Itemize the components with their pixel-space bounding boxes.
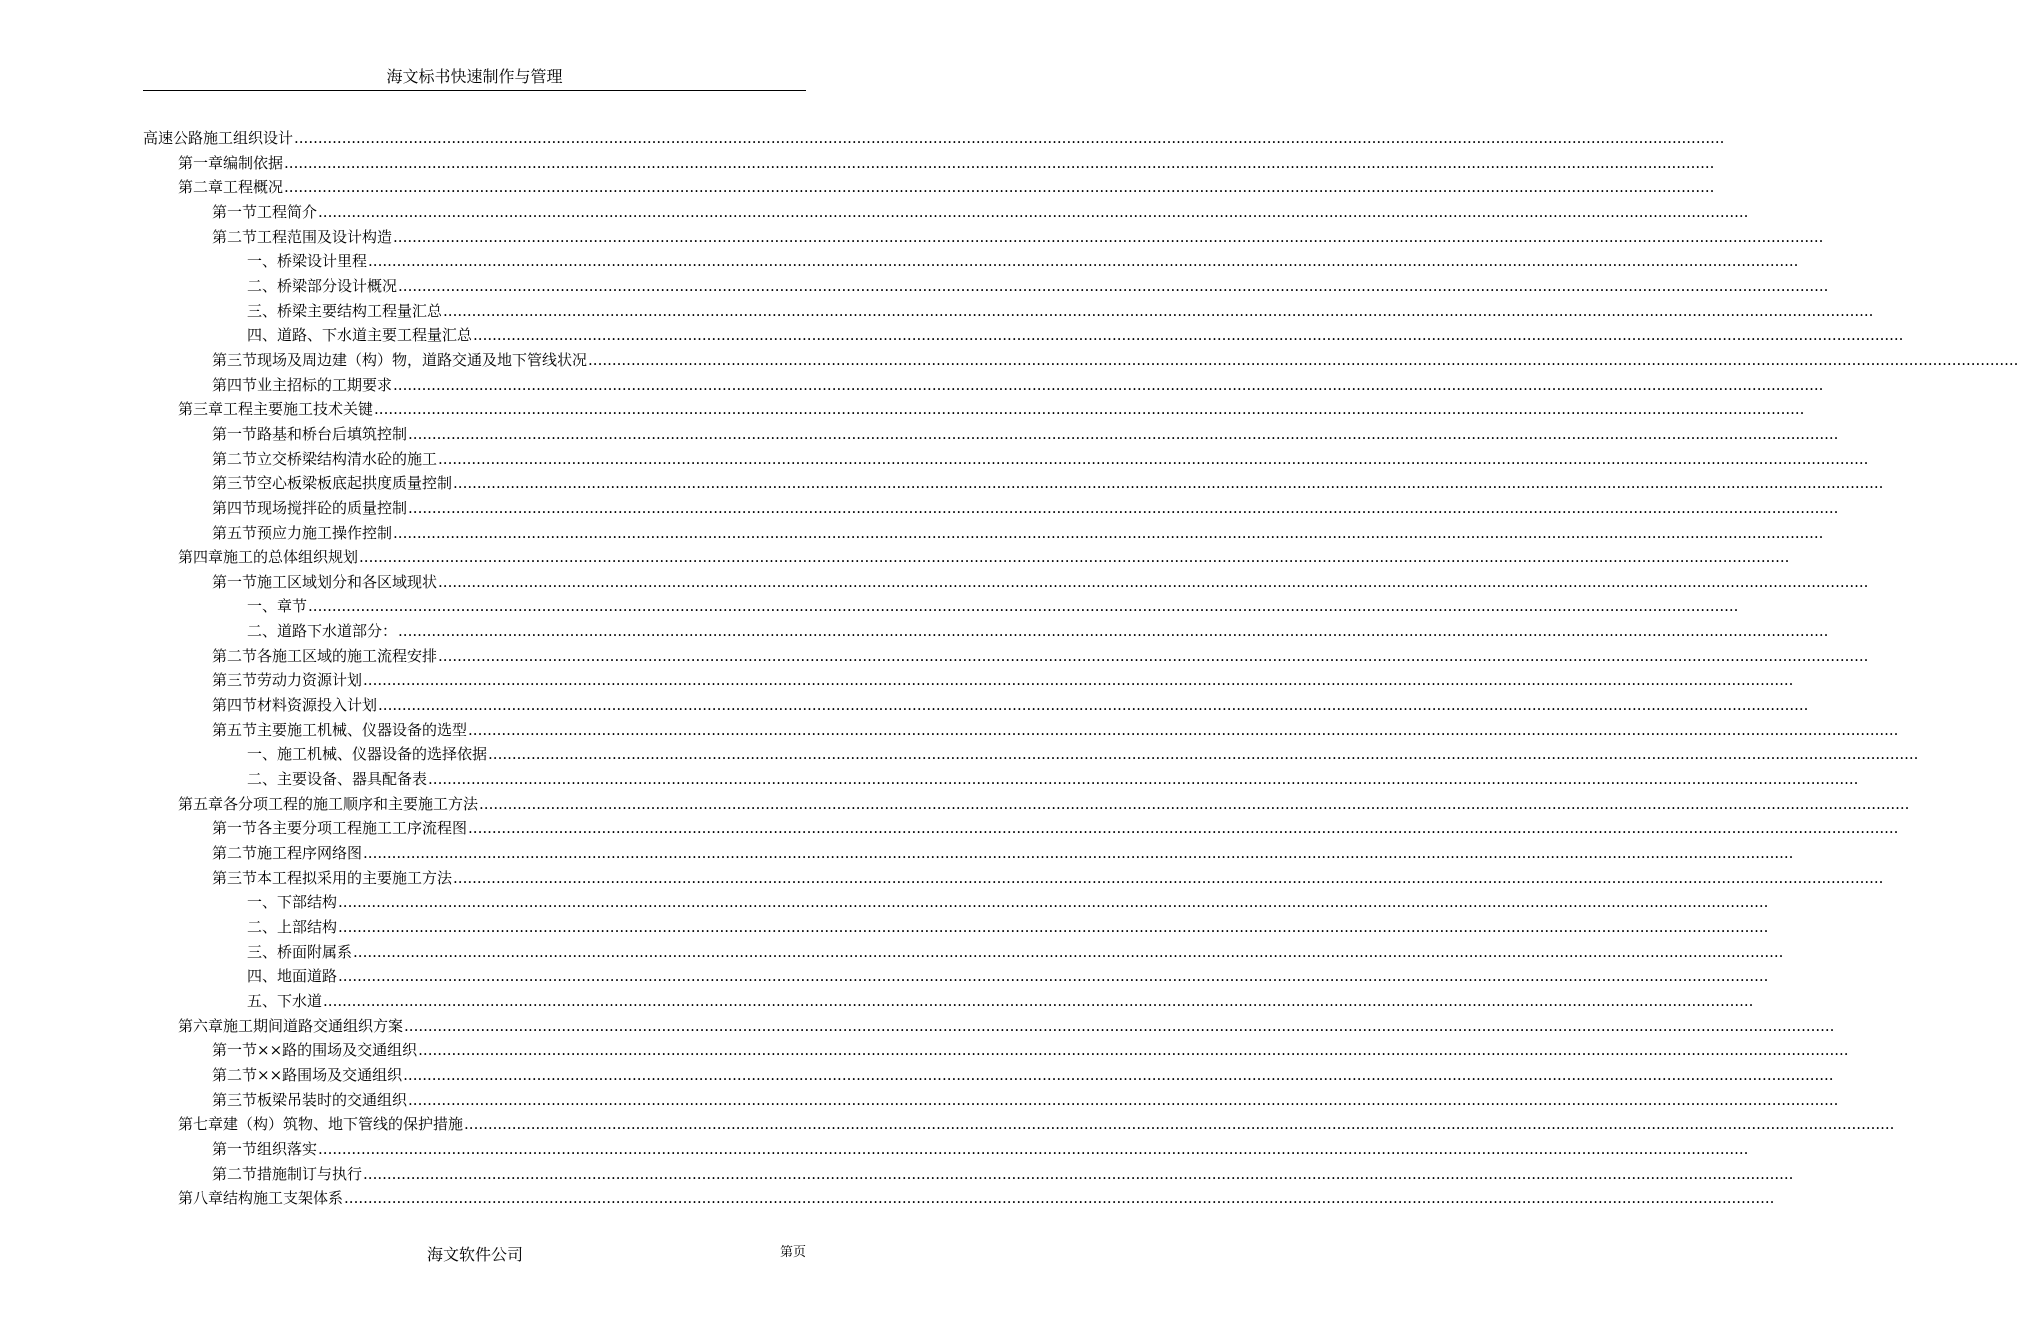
- toc-dot-leader: ............................................................................................................................................................................................................................................................................................................: [464, 1115, 1895, 1134]
- toc-entry-title: 路基和桥台后填筑控制: [257, 424, 408, 443]
- toc-entry[interactable]: [143, 742, 1919, 767]
- toc-dot-leader: ............................................................................................................................................................................................................................................................................................................: [353, 942, 1784, 961]
- toc-entry-title: 各施工区域的施工流程安排: [257, 646, 438, 665]
- footer-page-label: 第页: [779, 1245, 806, 1260]
- toc-dot-leader: ............................................................................................................................................................................................................................................................................................................: [378, 696, 1809, 715]
- toc-dot-leader: ............................................................................................................................................................................................................................................................................................................: [338, 918, 1769, 936]
- toc-entry-number: 第四章: [178, 548, 224, 567]
- toc-entry-title: 高速公路施工组织设计: [143, 129, 294, 147]
- toc-dot-leader: ............................................................................................................................................................................................................................................................................................................: [443, 301, 1874, 320]
- toc-entry-title: 道路、下水道主要工程量汇总: [277, 326, 473, 345]
- toc-entry[interactable]: [143, 126, 1725, 151]
- toc-entry-title: 现场及周边建（构）物，道路交通及地下管线状况: [257, 350, 588, 369]
- toc-entry-title: 施工机械、仪器设备的选择依据: [277, 745, 488, 764]
- toc-entry-title: ××路围场及交通组织: [257, 1065, 403, 1084]
- toc-dot-leader: ............................................................................................................................................................................................................................................................................................................: [393, 523, 1824, 542]
- toc-entry[interactable]: [143, 1186, 1775, 1211]
- toc-dot-leader: ............................................................................................................................................................................................................................................................................................................: [294, 129, 1725, 147]
- toc-dot-leader: ............................................................................................................................................................................................................................................................................................................: [323, 991, 1754, 1010]
- toc-dot-leader: ............................................................................................................................................................................................................................................................................................................: [479, 794, 1910, 813]
- toc-entry[interactable]: [143, 693, 1809, 718]
- toc-dot-leader: ............................................................................................................................................................................................................................................................................................................: [359, 548, 1790, 567]
- toc-entry-title: 工程概况: [223, 178, 284, 197]
- toc-entry-number: 三、: [247, 942, 278, 961]
- toc-entry-number: 第五节: [212, 523, 258, 542]
- toc-entry[interactable]: [143, 200, 1749, 225]
- toc-entry[interactable]: [143, 545, 1790, 570]
- toc-entry-number: 第四节: [212, 696, 258, 715]
- toc-entry[interactable]: [143, 816, 1899, 841]
- toc-dot-leader: ............................................................................................................................................................................................................................................................................................................: [363, 1164, 1794, 1183]
- toc-entry-title: 桥面附属系: [277, 942, 353, 961]
- toc-entry[interactable]: [143, 151, 1715, 176]
- toc-dot-leader: ............................................................................................................................................................................................................................................................................................................: [453, 474, 1884, 493]
- toc-dot-leader: ............................................................................................................................................................................................................................................................................................................: [318, 202, 1749, 221]
- toc-entry-title: 主要施工机械、仪器设备的选型: [257, 720, 468, 739]
- toc-entry-number: 第一章: [178, 153, 224, 172]
- toc-entry-title: 上部结构: [277, 918, 338, 936]
- toc-dot-leader: ............................................................................................................................................................................................................................................................................................................: [428, 770, 1859, 789]
- toc-entry-title: 措施制订与执行: [257, 1164, 363, 1183]
- toc-entry-title: 本工程拟采用的主要施工方法: [257, 868, 453, 887]
- toc-entry[interactable]: [143, 1137, 1749, 1162]
- toc-entry[interactable]: [143, 1038, 1849, 1063]
- toc-entry-number: 四、: [247, 326, 278, 345]
- toc-entry-number: 第三节: [212, 350, 258, 369]
- toc-entry-number: 第二节: [212, 227, 258, 246]
- toc-entry-number: 第一节: [212, 819, 258, 838]
- toc-dot-leader: ............................................................................................................................................................................................................................................................................................................: [318, 1139, 1749, 1158]
- toc-dot-leader: ............................................................................................................................................................................................................................................................................................................: [588, 350, 2018, 369]
- toc-entry-number: 四、: [247, 967, 278, 986]
- toc-entry[interactable]: [143, 373, 1824, 398]
- toc-entry-title: 建（构）筑物、地下管线的保护措施: [223, 1115, 464, 1134]
- toc-entry-number: 第三节: [212, 474, 258, 493]
- toc-entry[interactable]: [143, 1014, 1835, 1039]
- toc-dot-leader: ............................................................................................................................................................................................................................................................................................................: [393, 375, 1824, 394]
- toc-entry-number: 二、: [247, 622, 278, 641]
- toc-entry-title: 下部结构: [277, 893, 338, 912]
- toc-entry-number: 第六章: [178, 1016, 224, 1035]
- toc-entry-title: 工程范围及设计构造: [257, 227, 393, 246]
- toc-entry-number: 第三节: [212, 671, 258, 690]
- toc-dot-leader: ............................................................................................................................................................................................................................................................................................................: [398, 276, 1829, 295]
- toc-entry-title: 各主要分项工程施工工序流程图: [257, 819, 468, 838]
- toc-entry[interactable]: [143, 866, 1884, 891]
- toc-entry-number: 第三章: [178, 400, 224, 419]
- toc-entry-number: 第三节: [212, 868, 258, 887]
- toc-entry[interactable]: [143, 1112, 1895, 1137]
- toc-entry[interactable]: [143, 397, 1805, 422]
- toc-dot-leader: ............................................................................................................................................................................................................................................................................................................: [453, 868, 1884, 887]
- toc-entry-title: 材料资源投入计划: [257, 696, 378, 715]
- toc-entry-title: 工程主要施工技术关键: [223, 400, 374, 419]
- toc-entry-title: 主要设备、器具配备表: [277, 770, 428, 789]
- toc-dot-leader: ............................................................................................................................................................................................................................................................................................................: [408, 1090, 1839, 1109]
- toc-entry[interactable]: [143, 940, 1784, 965]
- toc-dot-leader: ............................................................................................................................................................................................................................................................................................................: [284, 178, 1715, 197]
- toc-entry-title: 地面道路: [277, 967, 338, 986]
- toc-dot-leader: ............................................................................................................................................................................................................................................................................................................: [468, 819, 1899, 838]
- toc-dot-leader: ............................................................................................................................................................................................................................................................................................................: [344, 1189, 1775, 1208]
- toc-entry-number: 第八章: [178, 1189, 224, 1208]
- toc-entry-title: 桥梁设计里程: [277, 252, 368, 271]
- toc-entry-title: 编制依据: [223, 153, 284, 172]
- toc-entry-title: 现场搅拌砼的质量控制: [257, 498, 408, 517]
- toc-dot-leader: ............................................................................................................................................................................................................................................................................................................: [338, 893, 1769, 912]
- toc-entry-title: 施工期间道路交通组织方案: [223, 1016, 404, 1035]
- toc-entry[interactable]: [143, 249, 1799, 274]
- toc-entry[interactable]: [143, 225, 1824, 250]
- toc-entry-title: 施工区域划分和各区域现状: [257, 572, 438, 591]
- toc-entry[interactable]: [143, 668, 1794, 693]
- toc-entry[interactable]: [143, 619, 1829, 644]
- toc-entry-title: 立交桥梁结构清水砼的施工: [257, 449, 438, 468]
- toc-dot-leader: ............................................................................................................................................................................................................................................................................................................: [404, 1016, 1835, 1035]
- toc-entry[interactable]: [143, 1063, 1834, 1088]
- toc-entry-title: 施工程序网络图: [257, 844, 363, 863]
- toc-entry-title: 道路下水道部分：: [277, 622, 398, 641]
- toc-entry[interactable]: [143, 299, 1874, 324]
- toc-entry-number: 第二节: [212, 646, 258, 665]
- toc-entry-number: 五、: [247, 991, 278, 1010]
- toc-entry-number: 第一节: [212, 1139, 258, 1158]
- toc-dot-leader: ............................................................................................................................................................................................................................................................................................................: [284, 153, 1715, 172]
- toc-entry[interactable]: [143, 964, 1769, 989]
- toc-entry[interactable]: [143, 767, 1859, 792]
- toc-entry-number: 第三节: [212, 1090, 258, 1109]
- toc-entry-title: 组织落实: [257, 1139, 318, 1158]
- toc-entry-title: 板梁吊装时的交通组织: [257, 1090, 408, 1109]
- toc-entry-title: 业主招标的工期要求: [257, 375, 393, 394]
- toc-dot-leader: ............................................................................................................................................................................................................................................................................................................: [368, 252, 1799, 271]
- toc-entry-number: 三、: [247, 301, 278, 320]
- toc-entry-number: 第一节: [212, 424, 258, 443]
- toc-dot-leader: ............................................................................................................................................................................................................................................................................................................: [438, 646, 1869, 665]
- toc-entry-number: 一、: [247, 745, 278, 764]
- toc-entry-title: 桥梁部分设计概况: [277, 276, 398, 295]
- toc-entry-number: 第一节: [212, 572, 258, 591]
- toc-entry-number: 一、: [247, 252, 278, 271]
- header-title: 海文标书快速制作与管理: [386, 67, 563, 86]
- toc-entry-number: 二、: [247, 770, 278, 789]
- toc-dot-leader: ............................................................................................................................................................................................................................................................................................................: [403, 1065, 1834, 1084]
- toc-entry-number: 第四节: [212, 375, 258, 394]
- toc-entry[interactable]: [143, 175, 1715, 200]
- toc-entry-number: 第五章: [178, 794, 224, 813]
- toc-entry-number: 第一节: [212, 1041, 258, 1060]
- toc-entry-number: 一、: [247, 893, 278, 912]
- toc-entry-title: ××路的围场及交通组织: [257, 1041, 418, 1060]
- toc-dot-leader: ............................................................................................................................................................................................................................................................................................................: [393, 227, 1824, 246]
- toc-entry-number: 第二节: [212, 1164, 258, 1183]
- toc-entry[interactable]: [143, 496, 1839, 521]
- page-header: [143, 64, 806, 91]
- toc-entry-title: 空心板梁板底起拱度质量控制: [257, 474, 453, 493]
- toc-entry-title: 工程简介: [257, 202, 318, 221]
- toc-entry-title: 预应力施工操作控制: [257, 523, 393, 542]
- toc-entry-number: 一、: [247, 597, 278, 616]
- toc-dot-leader: ............................................................................................................................................................................................................................................................................................................: [408, 498, 1839, 517]
- toc-entry-number: 二、: [247, 276, 278, 295]
- toc-entry[interactable]: [143, 594, 1739, 619]
- toc-dot-leader: ............................................................................................................................................................................................................................................................................................................: [408, 424, 1839, 443]
- toc-dot-leader: ............................................................................................................................................................................................................................................................................................................: [438, 572, 1869, 591]
- toc-entry[interactable]: [143, 890, 1769, 915]
- toc-entry[interactable]: [143, 471, 1884, 496]
- toc-entry[interactable]: [143, 274, 1829, 299]
- toc-dot-leader: ............................................................................................................................................................................................................................................................................................................: [363, 844, 1794, 863]
- toc-entry[interactable]: [143, 447, 1869, 472]
- toc-entry[interactable]: [143, 521, 1824, 546]
- toc-dot-leader: ............................................................................................................................................................................................................................................................................................................: [363, 671, 1794, 690]
- toc-dot-leader: ............................................................................................................................................................................................................................................................................................................: [374, 400, 1805, 419]
- toc-entry-number: 第七章: [178, 1115, 224, 1134]
- toc-dot-leader: ............................................................................................................................................................................................................................................................................................................: [468, 720, 1899, 739]
- toc-entry[interactable]: [143, 1162, 1794, 1187]
- toc-entry-number: 二、: [247, 918, 278, 936]
- toc-entry-title: 章节: [277, 597, 308, 616]
- table-of-contents: [143, 126, 2018, 1211]
- toc-dot-leader: ............................................................................................................................................................................................................................................................................................................: [488, 745, 1919, 764]
- toc-entry-number: 第一节: [212, 202, 258, 221]
- toc-entry-number: 第二节: [212, 844, 258, 863]
- footer-company: 海文软件公司: [426, 1245, 523, 1264]
- toc-entry[interactable]: [143, 915, 1769, 940]
- toc-entry[interactable]: [143, 792, 1910, 817]
- toc-entry[interactable]: [143, 570, 1869, 595]
- toc-entry-number: 第二章: [178, 178, 224, 197]
- toc-entry[interactable]: [143, 841, 1794, 866]
- toc-entry[interactable]: [143, 323, 1904, 348]
- toc-entry-number: 第四节: [212, 498, 258, 517]
- toc-entry-title: 各分项工程的施工顺序和主要施工方法: [223, 794, 479, 813]
- toc-entry-title: 劳动力资源计划: [257, 671, 363, 690]
- toc-entry-title: 施工的总体组织规划: [223, 548, 359, 567]
- toc-entry[interactable]: [143, 718, 1899, 743]
- toc-dot-leader: ............................................................................................................................................................................................................................................................................................................: [308, 597, 1739, 616]
- toc-entry[interactable]: [143, 989, 1754, 1014]
- toc-dot-leader: ............................................................................................................................................................................................................................................................................................................: [338, 967, 1769, 986]
- toc-entry[interactable]: [143, 348, 2018, 373]
- toc-entry-title: 结构施工支架体系: [223, 1189, 344, 1208]
- toc-entry-title: 下水道: [277, 991, 323, 1010]
- toc-entry-number: 第五节: [212, 720, 258, 739]
- toc-dot-leader: ............................................................................................................................................................................................................................................................................................................: [473, 326, 1904, 345]
- toc-entry[interactable]: [143, 644, 1869, 669]
- toc-dot-leader: ............................................................................................................................................................................................................................................................................................................: [398, 622, 1829, 641]
- toc-entry-title: 桥梁主要结构工程量汇总: [277, 301, 443, 320]
- toc-dot-leader: ............................................................................................................................................................................................................................................................................................................: [438, 449, 1869, 468]
- toc-entry-number: 第二节: [212, 1065, 258, 1084]
- toc-entry[interactable]: [143, 422, 1839, 447]
- toc-dot-leader: ............................................................................................................................................................................................................................................................................................................: [418, 1041, 1849, 1060]
- toc-entry[interactable]: [143, 1088, 1839, 1113]
- toc-entry-number: 第二节: [212, 449, 258, 468]
